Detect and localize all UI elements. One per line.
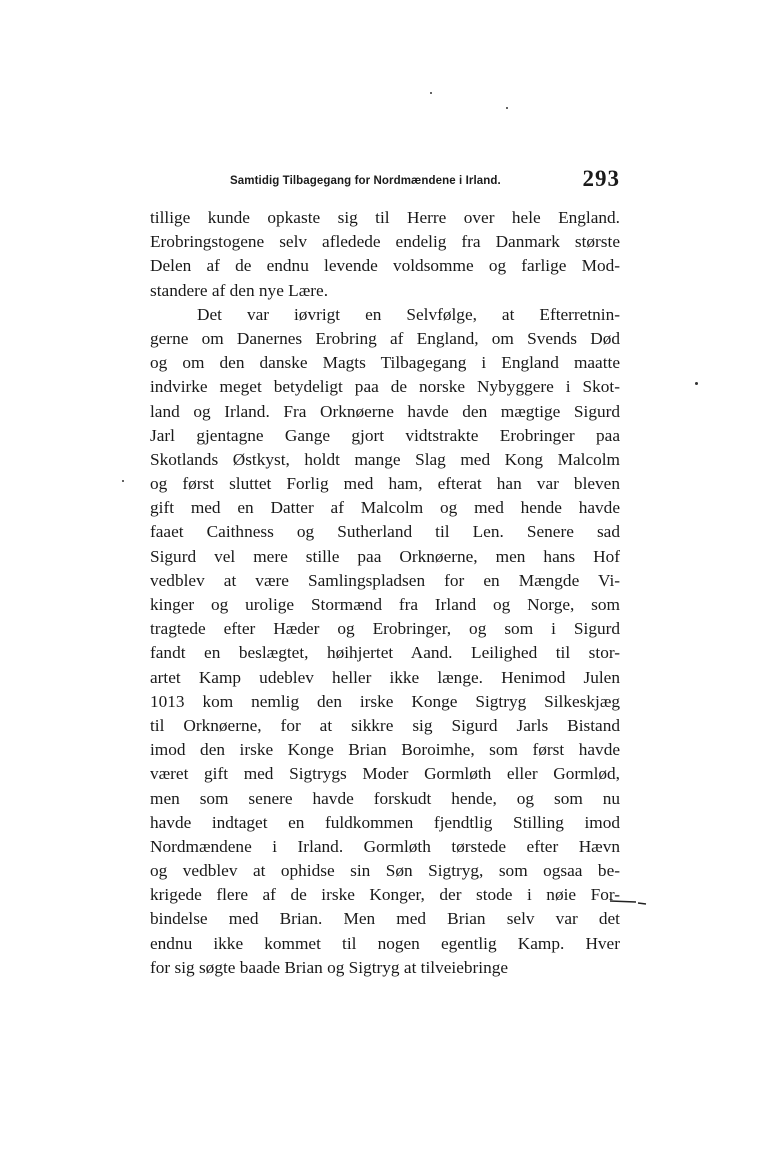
text-line: land og Irland. Fra Orknøerne havde den mægtige Sigurd xyxy=(150,401,620,421)
text-line: Nordmændene i Irland. Gormløth tørstede efter Hævn xyxy=(150,836,620,856)
text-line: vedblev at være Samlingspladsen for en Mængde Vi- xyxy=(150,570,620,590)
scan-speck xyxy=(122,480,124,482)
text-line: 1013 kom nemlig den irske Konge Sigtryg Silkeskjæg xyxy=(150,691,620,711)
text-line: for sig søgte baade Brian og Sigtryg at tilveiebringe xyxy=(150,957,509,977)
text-line: Erobringstogene selv afledede endelig fra Danmark største xyxy=(150,232,620,252)
ink-smudge xyxy=(610,897,650,907)
text-line: Det var iøvrigt en Selvfølge, at Efterretnin- xyxy=(197,304,620,324)
text-line: gift med en Datter af Malcolm og med hende havde xyxy=(150,498,620,518)
text-line: standere af den nye Lære. xyxy=(150,280,329,300)
text-line: fandt en beslægtet, høihjertet Aand. Leilighed til stor- xyxy=(150,643,620,663)
page-number: 293 xyxy=(582,166,620,191)
body-text xyxy=(150,206,620,980)
text-line: Sigurd vel mere stille paa Orknøerne, men hans Hof xyxy=(150,546,620,566)
text-line: bindelse med Brian. Men med Brian selv var det xyxy=(150,909,620,929)
text-line: og først sluttet Forlig med ham, efterat han var bleven xyxy=(150,474,620,494)
text-line: men som senere havde forskudt hende, og som nu xyxy=(150,788,620,808)
text-line: og om den danske Magts Tilbagegang i England maatte xyxy=(150,353,620,373)
text-line: imod den irske Konge Brian Boroimhe, som først havde xyxy=(150,740,620,760)
scan-speck xyxy=(506,107,508,109)
text-line: faaet Caithness og Sutherland til Len. Senere sad xyxy=(150,522,620,542)
scan-speck xyxy=(695,382,698,385)
text-line: indvirke meget betydeligt paa de norske Nybyggere i Skot- xyxy=(150,377,620,397)
text-line: endnu ikke kommet til nogen egentlig Kamp. Hver xyxy=(150,933,620,953)
scan-speck xyxy=(430,92,432,94)
text-line: kinger og urolige Stormænd fra Irland og Norge, som xyxy=(150,595,620,614)
text-line: og vedblev at ophidse sin Søn Sigtryg, som ogsaa be- xyxy=(150,861,620,881)
text-line: Jarl gjentagne Gange gjort vidtstrakte Erobringer paa xyxy=(150,425,620,445)
text-line: havde indtaget en fuldkommen fjendtlig Stilling imod xyxy=(150,812,620,832)
text-line: været gift med Sigtrygs Moder Gormløth eller Gormlød, xyxy=(150,764,620,784)
page-header xyxy=(150,166,620,196)
text-line: tragtede efter Hæder og Erobringer, og som i Sigurd xyxy=(150,619,620,639)
text-line: Skotlands Østkyst, holdt mange Slag med Kong Malcolm xyxy=(150,449,620,469)
text-line: Delen af de endnu levende voldsomme og farlige Mod- xyxy=(150,256,620,276)
text-line: tillige kunde opkaste sig til Herre over hele England. xyxy=(150,208,620,227)
text-line: gerne om Danernes Erobring af England, om Svends Død xyxy=(150,328,620,348)
text-line: til Orknøerne, for at sikkre sig Sigurd Jarls Bistand xyxy=(150,715,620,735)
text-line: krigede flere af de irske Konger, der stode i nøie For- xyxy=(150,885,620,905)
text-line: artet Kamp udeblev heller ikke længe. Henimod Julen xyxy=(150,667,620,687)
running-head: Samtidig Tilbagegang for Nordmændene i Irland. xyxy=(230,175,501,187)
